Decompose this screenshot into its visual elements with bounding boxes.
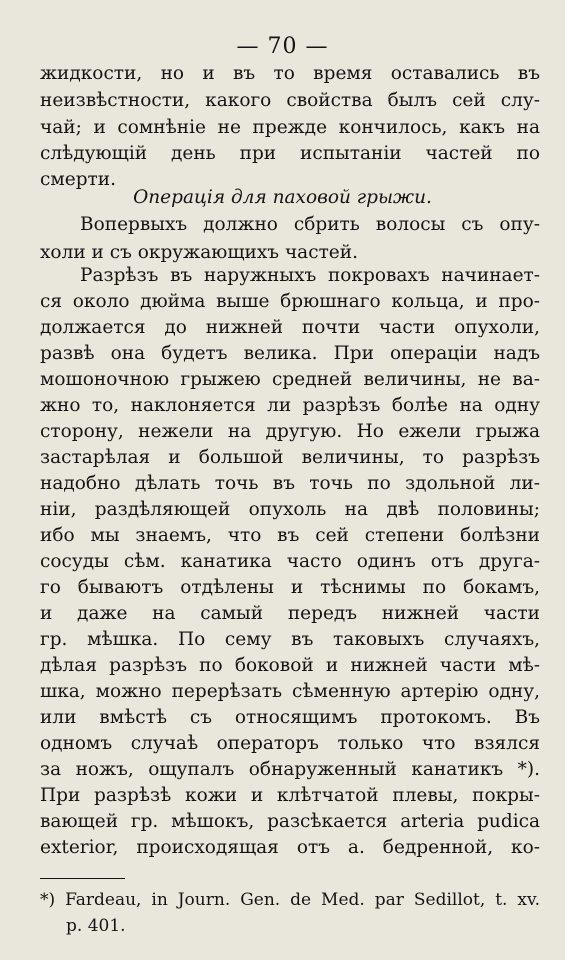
text-line: ніи, раздѣляющей опухоль на двѣ половины; bbox=[40, 499, 540, 520]
text-line: застарѣлая и большой величины, то разрѣзъ bbox=[40, 447, 540, 468]
text-line: за ножъ, ощупалъ обнаруженный канатикъ *). bbox=[40, 759, 540, 780]
text-line: вающей гр. мѣшокъ, разсѣкается arteria pudica bbox=[40, 811, 540, 832]
text-line: При разрѣзѣ кожи и клѣтчатой плевы, покры- bbox=[40, 785, 540, 806]
text-line: одномъ случаѣ операторъ только что взялся bbox=[40, 733, 540, 754]
text-line: неизвѣстности, какого свойства былъ сей слу- bbox=[40, 90, 540, 111]
text-line: надобно дѣлать точь въ точь по здольной ли- bbox=[40, 473, 540, 494]
text-line: Разрѣзъ въ наружныхъ покровахъ начинает- bbox=[80, 265, 540, 286]
text-line: сосуды сѣм. канатика часто одинъ отъ друга- bbox=[40, 551, 540, 572]
footnote-line: p. 401. bbox=[66, 916, 126, 936]
text-line: Вопервыхъ должно сбрить волосы съ опу- bbox=[80, 214, 540, 235]
text-line: должается до нижней почти части опухоли, bbox=[40, 317, 540, 338]
text-line: смерти. bbox=[40, 169, 116, 190]
text-line: холи и съ окружающихъ частей. bbox=[40, 242, 358, 263]
text-line: жно то, наклоняется ли разрѣзъ болѣе на одну bbox=[40, 395, 540, 416]
text-line: мошоночною грыжею средней величины, не ва- bbox=[40, 369, 540, 390]
text-line: дѣлая разрѣзъ по боковой и нижней части мѣ- bbox=[40, 655, 540, 676]
text-line: сторону, нежели на другую. Но ежели грыжа bbox=[40, 421, 540, 442]
text-line: exterior, происходящая отъ а. бедренной, ко- bbox=[40, 837, 540, 858]
text-line: ибо мы знаемъ, что въ сей степени болѣзни bbox=[40, 525, 540, 546]
text-line: чай; и сомнѣніе не прежде кончилось, какъ на bbox=[40, 117, 540, 138]
text-line: жидкости, но и въ то время оставались въ bbox=[40, 63, 540, 84]
text-line: ся около дюйма выше брюшнаго кольца, и про- bbox=[40, 291, 540, 312]
section-heading: Операція для паховой грыжи. bbox=[133, 187, 432, 208]
footnote-divider bbox=[40, 878, 125, 879]
text-line: го бываютъ отдѣлены и тѣснимы по бокамъ, bbox=[40, 577, 540, 598]
text-line: шка, можно перерѣзать сѣменную артерію одну, bbox=[40, 681, 540, 702]
text-line: слѣдующій день при испытаніи частей по bbox=[40, 143, 540, 164]
text-line: развѣ она будетъ велика. При операціи надъ bbox=[40, 343, 540, 364]
footnote-line: *) Fardeau, in Journ. Gen. de Med. par Sedillot, t. xv. bbox=[40, 890, 540, 910]
text-line: и даже на самый передъ нижней части bbox=[40, 603, 540, 624]
text-line: или вмѣстѣ съ относящимъ протокомъ. Въ bbox=[40, 707, 540, 728]
text-line: гр. мѣшка. По сему въ таковыхъ случаяхъ, bbox=[40, 629, 540, 650]
page-number: — 70 — bbox=[236, 34, 329, 59]
